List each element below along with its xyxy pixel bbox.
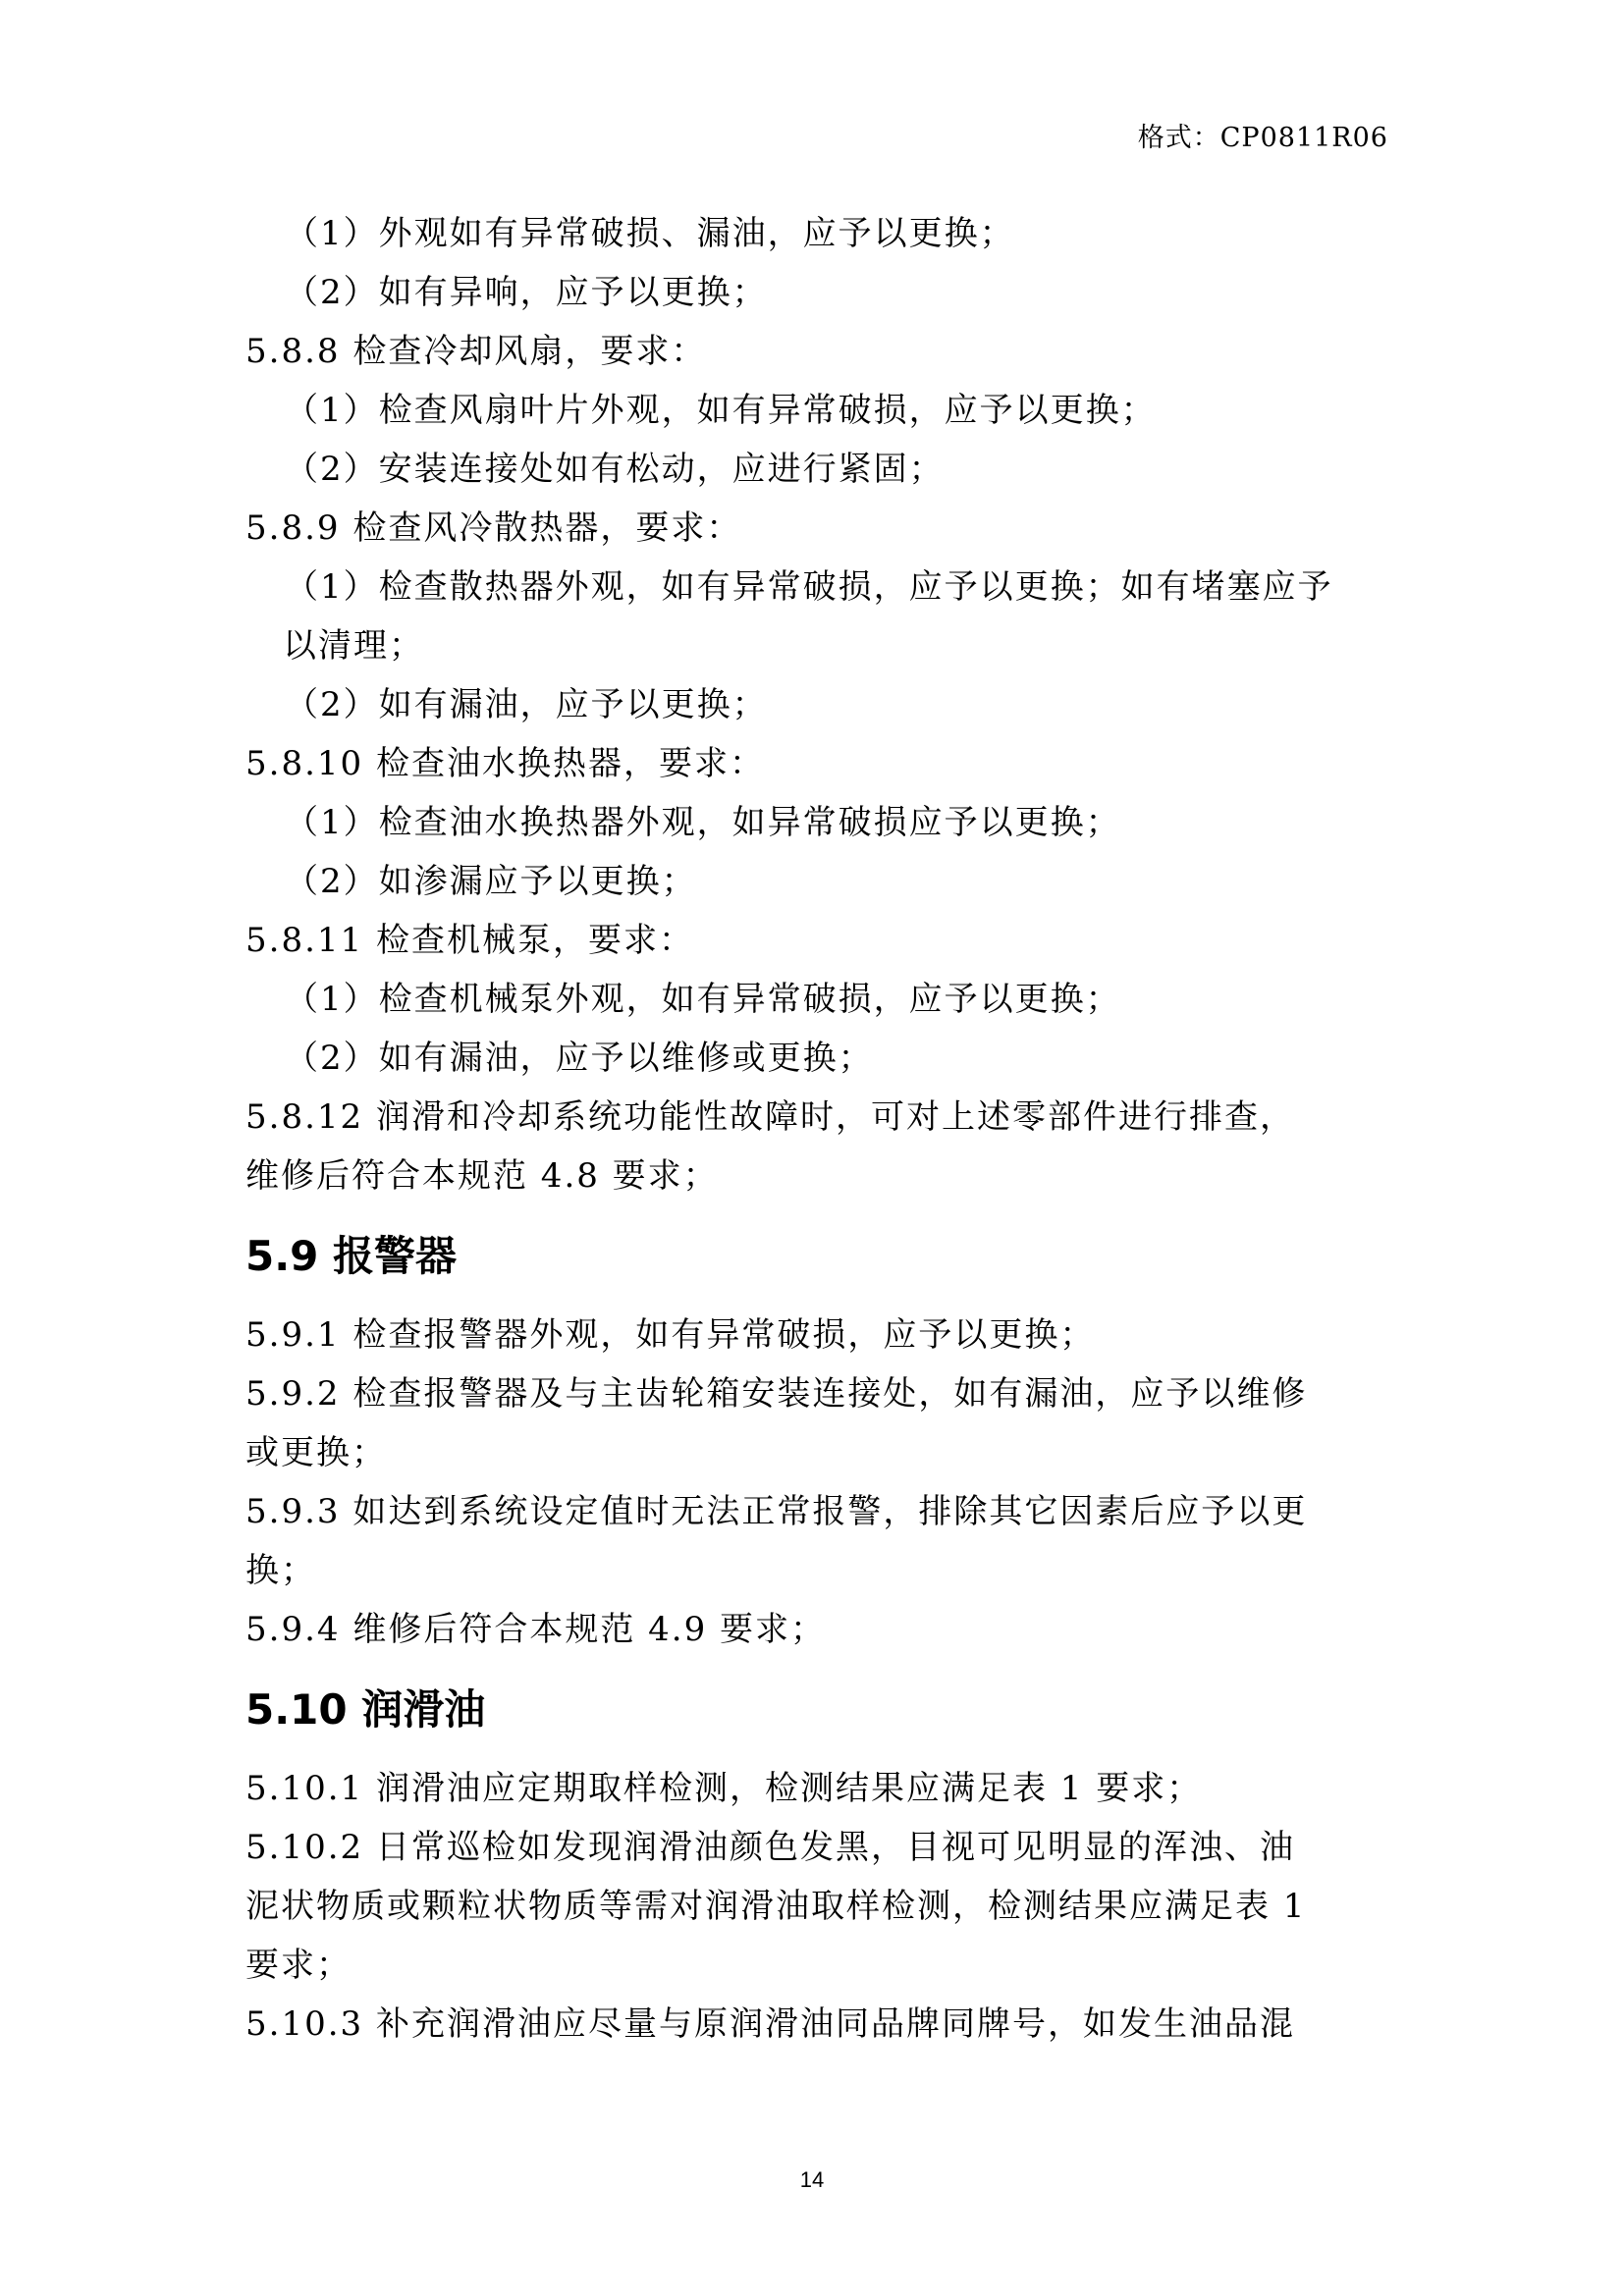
section-heading: 5.10 润滑油 [245, 1685, 486, 1734]
clause-line: 5.10.1 润滑油应定期取样检测，检测结果应满足表 1 要求； [245, 1769, 1203, 1808]
list-item-line: （1）检查机械泵外观，如有异常破损，应予以更换； [285, 980, 1121, 1019]
list-item-line: （1）外观如有异常破损、漏油，应予以更换； [285, 214, 1015, 253]
clause-line: 5.10.2 日常巡检如发现润滑油颜色发黑，目视可见明显的浑浊、油 [245, 1828, 1295, 1867]
clause-line: 5.10.3 补充润滑油应尽量与原润滑油同品牌同牌号，如发生油品混 [245, 2004, 1295, 2044]
document-body [245, 204, 1394, 2054]
clause-line: 5.8.10 检查油水换热器，要求： [245, 744, 765, 783]
format-code: 格式：CP0811R06 [1137, 123, 1388, 153]
clause-line: 5.9.4 维修后符合本规范 4.9 要求； [245, 1610, 827, 1649]
clause-line: 5.8.11 检查机械泵，要求： [245, 921, 694, 960]
list-item-line: （1）检查散热器外观，如有异常破损，应予以更换；如有堵塞应予 [285, 567, 1333, 607]
list-item-line: （1）检查风扇叶片外观，如有异常破损，应予以更换； [285, 391, 1157, 430]
clause-line: 5.9.2 检查报警器及与主齿轮箱安装连接处，如有漏油，应予以维修 [245, 1374, 1308, 1414]
clause-line: 换； [245, 1551, 316, 1590]
list-item-line: （2）如有异响，应予以更换； [285, 273, 768, 312]
clause-line: 或更换； [245, 1433, 387, 1472]
clause-line: 5.8.8 检查冷却风扇，要求： [245, 332, 707, 371]
clause-line: 泥状物质或颗粒状物质等需对润滑油取样检测，检测结果应满足表 1 [245, 1887, 1307, 1926]
clause-line: 5.8.9 检查风冷散热器，要求： [245, 508, 742, 548]
clause-line: 5.9.1 检查报警器外观，如有异常破损，应予以更换； [245, 1315, 1096, 1355]
list-item-line: （1）检查油水换热器外观，如异常破损应予以更换； [285, 803, 1121, 842]
page-number: 14 [799, 2167, 825, 2192]
list-item-line: （2）如有漏油，应予以更换； [285, 685, 768, 724]
list-item-line: （2）安装连接处如有松动，应进行紧固； [285, 450, 945, 489]
clause-line: 要求； [245, 1946, 352, 1985]
clause-line: 5.8.12 润滑和冷却系统功能性故障时，可对上述零部件进行排查， [245, 1097, 1295, 1137]
clause-line: 维修后符合本规范 4.8 要求； [245, 1156, 719, 1196]
list-item-continuation: 以清理； [283, 626, 424, 666]
section-heading: 5.9 报警器 [245, 1232, 458, 1280]
clause-line: 5.9.3 如达到系统设定值时无法正常报警，排除其它因素后应予以更 [245, 1492, 1308, 1531]
list-item-line: （2）如渗漏应予以更换； [285, 862, 697, 901]
list-item-line: （2）如有漏油，应予以维修或更换； [285, 1039, 874, 1078]
